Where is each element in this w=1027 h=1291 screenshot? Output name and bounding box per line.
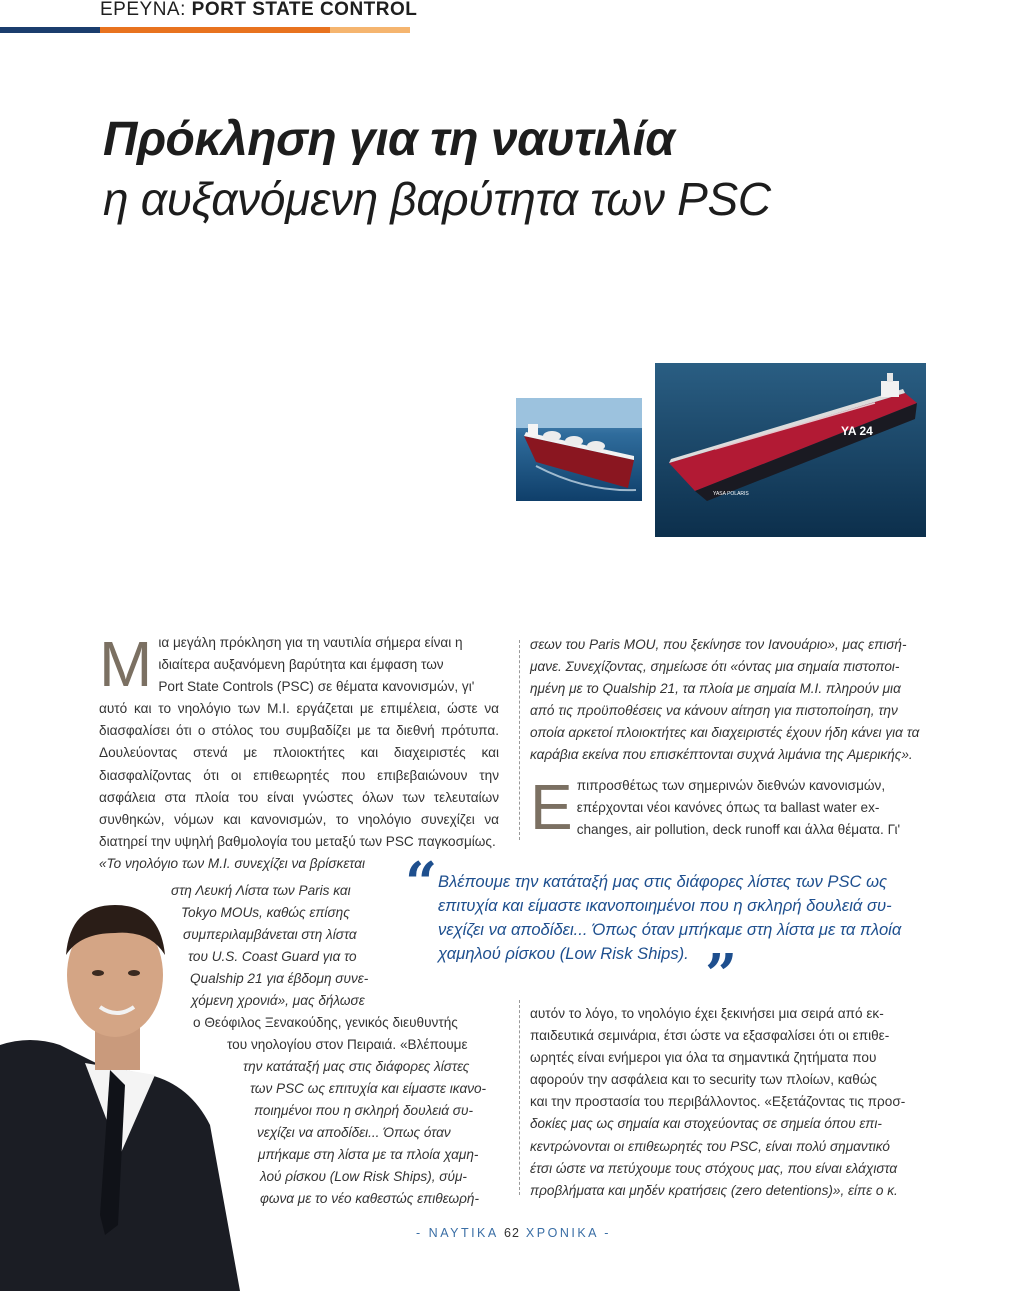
ship-hull-text: YA 24 (841, 424, 873, 438)
col2-line: σεων του Paris MOU, που ξεκίνησε τον Ιανουάριο», μας επισή- (530, 637, 907, 652)
wrap-line: συμπεριλαμβάνεται στη λίστα (183, 927, 357, 942)
wrap-line: των PSC ως επιτυχία και είμαστε ικανο- (250, 1081, 487, 1096)
col2-line: αυτόν το λόγο, το νηολόγιο έχει ξεκινήσει μια σειρά από εκ- (530, 1006, 884, 1021)
col2-line: ωρητές είναι ενήμεροι για όλα τα σημαντικά ζητήματα που (530, 1050, 877, 1066)
column-divider (519, 640, 520, 840)
col2-line: και την προστασία του περιβάλλοντος. «Εξετάζοντας τις προσ- (530, 1094, 906, 1110)
dropcap-e: Ε (530, 771, 573, 843)
quote-line: επιτυχία και είμαστε ικανοποιημένοι που η σκληρή δουλειά συ- (438, 896, 892, 915)
quote-line: Βλέπουμε την κατάταξή μας στις διάφορες λίστες των PSC ως (438, 872, 888, 891)
quote-close-mark: ” (705, 942, 738, 1008)
footer-left: - ΝΑΥΤΙΚΑ (416, 1226, 499, 1240)
col2-line: ημένη με το Qualship 21, τα πλοία με σημαία Μ.Ι. πληρούν μια (530, 681, 901, 697)
col1-text (99, 628, 499, 875)
page-number: 62 (504, 1226, 520, 1240)
section-name: ΕΡΕΥΝΑ: (100, 0, 186, 20)
article-subtitle: η αυξανόμενη βαρύτητα των PSC (103, 173, 771, 225)
wrap-line: του U.S. Coast Guard για το (188, 949, 357, 964)
col1-paragraph: αυτό και το νηολόγιο των Μ.Ι. εργάζεται με επιμέλεια, ώστε να διασφαλίσει ότι ο στόλος του συμβαδίζει με τα διεθνή πρότυπα. Δουλεύοντας στενά με πλοιοκτήτες και διαχειριστές και διασφαλίζοντας ότι οι επιθεωρητές που επιβεβαιώνουν την ασφάλεια στα πλοία του είναι γνώστες όλων των τελευταίων συνθηκών, νόμων και κανονισμών, το νηολόγιο συνεχίζει να διατηρεί την υψηλή βαθμολογία του μεταξύ των PSC παγκοσμίως. (99, 701, 499, 849)
footer-right: ΧΡΟΝΙΚΑ - (525, 1226, 611, 1240)
wrap-line: στη Λευκή Λίστα των Paris και (171, 883, 351, 898)
col2-line: πιπροσθέτως των σημερινών διεθνών κανονισμών, (576, 778, 886, 793)
col2-line: οποία αρκετοί πλοιοκτήτες και διαχειριστές έχουν ήδη κάνει για τα (530, 725, 920, 741)
col2-line: έτσι ώστε να πετύχουμε τους στόχους μας, που είναι ελάχιστα (530, 1160, 898, 1176)
col2-line: καράβια εκείνα που επισκέπτονται συχνά λιμάνια της Αμερικής». (530, 747, 913, 763)
header-rule-navy (0, 27, 100, 33)
col1-quote-start: «Το νηολόγιο των Μ.Ι. συνεχίζει να βρίσκεται (99, 855, 365, 871)
col2-line: αφορούν την ασφάλεια και το security των πλοίων, καθώς (530, 1072, 877, 1088)
wrap-line: φωνα με το νέο καθεστώς επιθεωρή- (260, 1191, 480, 1206)
wrap-line: Tokyo MOUs, καθώς επίσης (181, 905, 350, 920)
col2-line: παιδευτικά σεμινάρια, έτσι ώστε να εξασφαλίσει ότι οι επιθε- (530, 1028, 890, 1044)
col1-line: Port State Controls (PSC) σε θέματα κανονισμών, γι' (158, 679, 475, 695)
wrap-line: ποιημένοι που η σκληρή δουλειά συ- (254, 1103, 474, 1118)
col1-line: ια μεγάλη πρόκληση για τη ναυτιλία σήμερα είναι η (158, 635, 463, 650)
quote-line: χαμηλού ρίσκου (Low Risk Ships). (438, 944, 689, 963)
quote-line: νεχίζει να αποδίδει... Όπως όταν μπήκαμε στη λίστα με τα πλοία (438, 920, 902, 939)
tanker-photo (655, 363, 926, 537)
col2-text-top (530, 634, 930, 767)
col1-line: ιδιαίτερα αυξανόμενη βαρύτητα και έμφαση των (158, 657, 444, 673)
page-footer (0, 1226, 1027, 1240)
wrap-line: χόμενη χρονιά», μας δήλωσε (191, 993, 365, 1008)
dropcap-m: Μ (99, 628, 153, 700)
col2-line: από τις προϋποθέσεις να κάνουν αίτηση για πιστοποίηση, την (530, 703, 898, 719)
section-topic: PORT STATE CONTROL (191, 0, 418, 20)
wrap-line: λού ρίσκου (Low Risk Ships), σύμ- (260, 1169, 467, 1184)
wrap-line: ο Θεόφιλος Ξενακούδης, γενικός διευθυντής (193, 1015, 458, 1030)
col2-line: μανε. Συνεχίζοντας, σημείωσε ότι «όντας μια σημαία πιστοποι- (530, 659, 900, 675)
wrap-line: νεχίζει να αποδίδει... Όπως όταν (257, 1125, 451, 1140)
wrap-line: την κατάταξή μας στις διάφορες λίστες (243, 1059, 470, 1074)
section-label (100, 0, 417, 20)
header-rule-peach (330, 27, 410, 33)
wrap-line: του νηολογίου στον Πειραιά. «Βλέπουμε (227, 1037, 468, 1052)
quote-open-mark: “ (405, 850, 438, 916)
wrap-line: μπήκαμε στη λίστα με τα πλοία χαμη- (258, 1147, 479, 1162)
pull-quote (438, 870, 930, 966)
col2-line: changes, air pollution, deck runoff και άλλα θέματα. Γι' (576, 822, 901, 838)
col2-line: δοκίες μας ως σημαία και στοχεύοντας σε σημεία όπου επι- (530, 1116, 882, 1132)
column-divider (519, 1000, 520, 1195)
col2-text-bottom (530, 1003, 930, 1202)
col2-text-mid (530, 771, 930, 843)
col2-line: προβλήματα και μηδέν κρατήσεις (zero detentions)», είπε ο κ. (530, 1182, 898, 1198)
ship-name-text: YASA POLARIS (713, 491, 749, 497)
col2-line: κεντρώνονται οι επιθεωρητές του PSC, είναι πολύ σημαντικό (530, 1138, 890, 1154)
article-title: Πρόκληση για τη ναυτιλία (103, 113, 675, 166)
col2-line: επέρχονται νέοι κανόνες όπως τα ballast water ex- (576, 800, 880, 816)
lng-carrier-photo (516, 398, 642, 501)
header-rule-orange (100, 27, 330, 33)
wrap-line: Qualship 21 για έβδομη συνε- (190, 971, 369, 986)
